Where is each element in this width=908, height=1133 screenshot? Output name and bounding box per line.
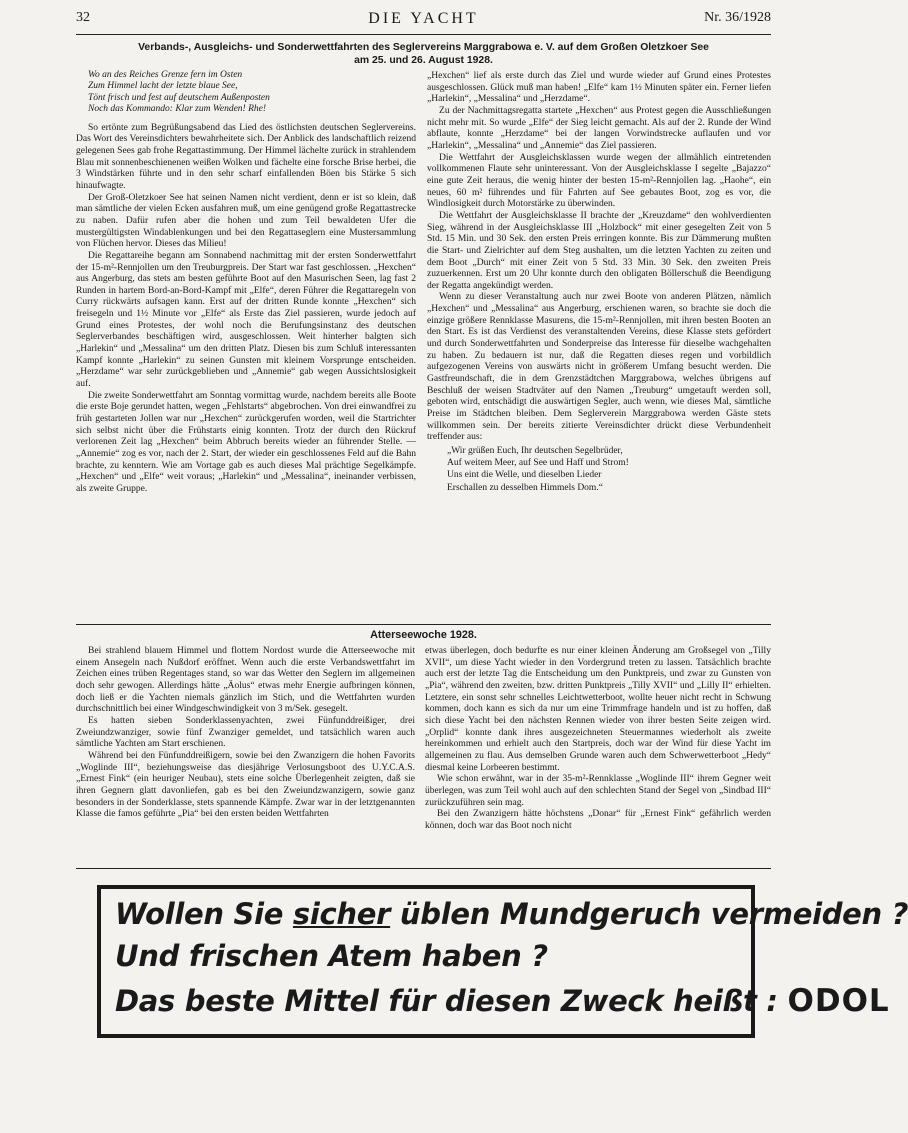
poem-line: Uns eint die Welle, und dieselben Lieder [447, 470, 602, 481]
article1-column-left [76, 70, 416, 495]
paragraph: Die Wettfahrt der Ausgleichsklasse II brachte der „Kreuzdame“ den wohlverdienten Sieg, während in der Ausgleichsklasse III „Holzbock“ mit einer gesegelten Zeit von 5 Std. 15 Min. und 30 Sek. den ersten Preis erringen konnte. Bis zur Dämmerung mußten die Start- und Zielrichter auf dem Steg aushalten, um die letzten Yachten zu zeiten und dem Boot „Durch“ mit einer Zeit von 5 Std. 33 Min. 30 Sek. den zweiten Preis zuzuerkennen. Erst um 20 Uhr konnte durch den obligaten Böllerschuß die Beendigung der Regatta angekündigt werden. [427, 209, 771, 291]
paragraph: etwas überlegen, doch bedurfte es nur einer kleinen Änderung am Großsegel von „Tilly XVII“, um diese Yacht wieder in den Vordergrund treten zu lassen. Tatsächlich brachte auch erst der letzte Tag die Entscheidung um den Punktpreis, und zwar zu Gunsten von „Pia“, während den zweiten, bzw. dritten Punktpreis „Tilly XVII“ und „Lilly II“ erhielten. Letztere, ein sonst sehr schnelles Leichtwetterboot, wollte heuer nicht recht in Schwung kommen, doch kann es sich da nur um eine Trimmfrage handeln und ist zu hoffen, daß sich diese Yacht bei den nächsten Rennen wieder von ihrer besten Seite zeigen wird. „Orplid“ konnte dank ihres ausgezeichneten Steuermannes wiederholt als zweite hereinkommen und erhielt auch den Startpreis, doch war der Wind für diese Yacht im allgemeinen zu flau. Aus demselben Grunde waren auch dem Schwerwetterboot „Hedy“ diesmal keine Lorbeeren bestimmt. [425, 645, 771, 773]
article1-column-right [427, 70, 771, 494]
closing-poem [447, 445, 771, 494]
poem-line: „Wir grüßen Euch, Ihr deutschen Segelbrüder, [447, 446, 623, 456]
advert-divider [76, 868, 771, 869]
article1-title [76, 42, 771, 67]
paragraph: „Hexchen“ lief als erste durch das Ziel und wurde wieder auf Grund eines Protestes ausgeschlossen. Glück muß man haben! „Elfe“ kam 1½ Minuten später ein. Ferner liefen „Harlekin“, „Messalina“ und „Herzdame“. [427, 70, 771, 105]
page-number: 32 [76, 10, 90, 25]
article2-title: Atterseewoche 1928. [370, 629, 477, 641]
ad-text: Das beste Mittel für diesen Zweck heißt : [115, 984, 788, 1018]
page-header [76, 10, 771, 32]
ad-text: Wollen Sie [115, 897, 293, 931]
paragraph: Bei den Zwanzigern hätte höchstens „Donar“ für „Ernest Fink“ gefährlich werden können, doch war das Boot noch nicht [425, 808, 771, 831]
ad-line-2: Und frischen Atem haben ? [115, 939, 548, 973]
ad-text-underlined: sicher [292, 897, 391, 931]
article2-column-left [76, 645, 415, 820]
paragraph: Zu der Nachmittagsregatta startete „Hexchen“ aus Protest gegen die Ausschließungen nicht mehr mit. So wurde „Elfe“ der Sieg leicht gemacht. Als auf der 2. Runde der Wind abflaute, konnte „Herzdame“ bei der langen Vorwindstrecke auflaufen und vor „Harlekin“, „Messalina“ und „Annemie“ das Ziel passieren. [427, 104, 771, 151]
poem-line: Zum Himmel lacht der letzte blaue See, [88, 81, 238, 92]
paragraph: Wie schon erwähnt, war in der 35-m²-Rennklasse „Woglinde III“ ihrem Gegner weit überlegen, was zum Teil wohl auch auf den schlechten Stand der Segel von „Sindbad III“ zurückzuführen sein mag. [425, 773, 771, 808]
odol-advertisement [97, 885, 908, 1038]
poem-line: Erschallen zu desselben Himmels Dom.“ [447, 482, 603, 493]
paragraph: So ertönte zum Begrüßungsabend das Lied des östlichsten deutschen Seglervereins. Das Wort des Vereinsdichters bewahrheitete sich. Der Anblick des landschaftlich reizend gelegenen Sees gab frohe Regattastimmung. Der Himmel lächelte zurück in strahlendem Blau mit sonnenbeschienenen weißen Wolken und fächelte eine forsche Brise herbei, die 3 Windstärken führte und in den sehr scharf einfallenden Böen bis Stärke 5 sich hinaufwagte. [76, 121, 416, 191]
paragraph: Die zweite Sonderwettfahrt am Sonntag vormittag wurde, nachdem bereits alle Boote die erste Boje gerundet hatten, wegen „Fehlstarts“ abgebrochen. Von drei einwandfrei zu früh gestarteten Jollen war nur „Hexchen“ zurückgerufen worden, weil die Startrichter sich selbst nicht über die Frühstarts einig konnten. Trotz der durch den Rückruf verlorenen Zeit lag „Hexchen“ beim Abbruch bereits wieder an führender Stelle. — „Annemie“ zog es vor, nach der 2. Start, der wieder ein geschlossenes Feld auf die Bahn brachte, zu kenntern. Wie am Vortage gab es auch dieses Mal prächtige Segelkämpfe. „Hexchen“ und „Elfe“ weit voraus; „Harlekin“ und „Messalina“, ineinander verbissen, als zweite Gruppe. [76, 389, 416, 494]
issue-number: Nr. 36/1928 [704, 10, 771, 25]
article1-title-line2: am 25. und 26. August 1928. [354, 54, 493, 66]
article-divider [76, 624, 771, 625]
paragraph: Bei strahlend blauem Himmel und flottem Nordost wurde die Atterseewoche mit einem Ansegeln nach Nußdorf eröffnet. Wenn auch die erste Verbandswettfahrt im Zeichen eines trüben Regentages stand, so war das Wetter den Seglern im allgemeinen doch sehr gewogen. Allerdings hätte „Äolus“ etwas mehr Energie aufbringen können, doch ließ er die Yachten niemals gänzlich im Stich, und die Wettfahrten wurden durchschnittlich bei einer Windgeschwindigkeit von 3 m/Sek. gesegelt. [76, 645, 415, 715]
poem-line: Tönt frisch und fest auf deutschem Außenposten [88, 92, 270, 103]
opening-poem [88, 70, 416, 116]
magazine-title: DIE YACHT [368, 10, 479, 27]
ad-brand-name: ODOL [787, 983, 890, 1019]
ad-line-3 [115, 983, 890, 1019]
article2-column-right [425, 645, 771, 832]
article1-title-line1: Verbands-, Ausgleichs- und Sonderwettfahrten des Seglervereins Marggrabowa e. V. auf dem Großen Oletzkoer See [138, 42, 709, 53]
paragraph: Während bei den Fünfunddreißigern, sowie bei den Zwanzigern die hohen Favorits „Woglinde III“, beziehungsweise das diesjährige Verlosungsboot des U.Y.C.A.S. „Ernest Fink“ (ein heuriger Neubau), stets eine solche Überlegenheit zeigten, daß sie ihren Gegnern glatt davonliefen, gab es bei den Zweiundzwanzigern, sowie ganz besonders in der Sonderklasse, stets spannende Kämpfe. Zwar war in der letztgenannten Klasse die famos geführte „Pia“ bei den ersten beiden Wettfahrten [76, 749, 415, 820]
paragraph: Es hatten sieben Sonderklassenyachten, zwei Fünfunddreißiger, drei Zweiundzwanziger, sowie fünf Zwanziger gemeldet, und tatsächlich waren auch sämtliche Yachten am Start erschienen. [76, 714, 415, 750]
poem-line: Wo an des Reiches Grenze fern im Osten [88, 70, 243, 80]
ad-text: üblen Mundgeruch vermeiden ? [390, 897, 908, 931]
poem-line: Noch das Kommando: Klar zum Wenden! Rhe! [88, 104, 267, 115]
header-rule [76, 34, 771, 35]
paragraph: Die Wettfahrt der Ausgleichsklassen wurde wegen der allmählich eintretenden vollkommenen Flaute sehr uninteressant. Von der Ausgleichsklasse I segelte „Bajazzo“ eine gute Zeit heraus, die wenig hinter der besten 15-m²-Rennjollen lag. „Haohe“, ein neues, 60 m² führendes und für Fahrten auf See gebautes Boot, zog es vor, die Windlosigkeit durch Motorstärke zu überwinden. [427, 151, 771, 210]
paragraph: Wenn zu dieser Veranstaltung auch nur zwei Boote von anderen Plätzen, nämlich „Hexchen“ und „Messalina“ aus Angerburg, erschienen waren, so brachte sie doch die einzige größere Rennklasse Masurens, die 15-m²-Rennjollen, mit ihren besten Booten an den Start. Es ist das Verdienst des veranstaltenden Vereins, diese Klasse stets gefördert und durch Sonderwettfahrten und Sonderpreise das Interesse für dieselbe wachgehalten zu haben. Zu bedauern ist nur, daß die Regatten dieses regen und vorbildlich aufgezogenen Vereins von auswärts nicht in größerem Umfang besucht werden. Die Gastfreundschaft, die in dem Grenzstädtchen Marggrabowa, welches übrigens auf Beschluß der weisen Stadtväter auf den Namen „Treuburg“ umgetauft werden soll, geboten wird, entschädigt die auswärtigen Segler, auch wenn, wie dieses Mal, sämtliche Preise im Städtchen bleiben. Dem Seglerverein Marggrabowa werden Gäste stets willkommen sein. Der bereits zitierte Vereinsdichter drückt diese Verbundenheit treffender aus: [427, 291, 771, 443]
poem-line: Auf weitem Meer, auf See und Haff und Strom! [447, 458, 629, 469]
ad-line-1 [115, 897, 908, 931]
paragraph: Der Groß-Oletzkoer See hat seinen Namen nicht verdient, denn er ist so klein, daß man sämtliche der vielen Ecken ausfahren muß, um eine genügend große Regattastrecke zu naben. Dafür rufen aber die hohen und zum Teil bewaldeten Ufer die mustergültigsten Windablenkungen und bei den Regattaseglern eine Mustersammlung von Flüchen hervor. Dieses das Milieu! [76, 191, 416, 250]
paragraph: Die Regattareihe begann am Sonnabend nachmittag mit der ersten Sonderwettfahrt der 15-m²-Rennjollen um den Treuburgpreis. Der Start war fast geschlossen. „Hexchen“ aus Angerburg, das stets am besten geführte Boot auf den Masurischen Seen, lag fast 2 Runden in hartem Bord-an-Bord-Kampf mit „Elfe“, deren Führer die Regattaregeln von Curry rückwärts aufsagen kann. Erst auf der dritten Runde konnte „Hexchen“ sich freisegeln und 1½ Minute vor „Elfe“ als Erste das Ziel passieren, wurde jedoch auf Grund eines Protestes, der wohl noch die Berufungsinstanz des deutschen Seglerverbandes beschäftigen wird, ausgeschlossen. Weit hinterher balgten sich „Harlekin“ und „Messalina“ um den dritten Platz. Diesen bis zum Schluß interessanten Kampf konnte „Harlekin“ zu seinen Gunsten mit kleinem Vorsprunge entscheiden. „Herzdame“ war sehr zurückgeblieben und „Annemie“ gab wegen Aussichtslosigkeit auf. [76, 249, 416, 390]
